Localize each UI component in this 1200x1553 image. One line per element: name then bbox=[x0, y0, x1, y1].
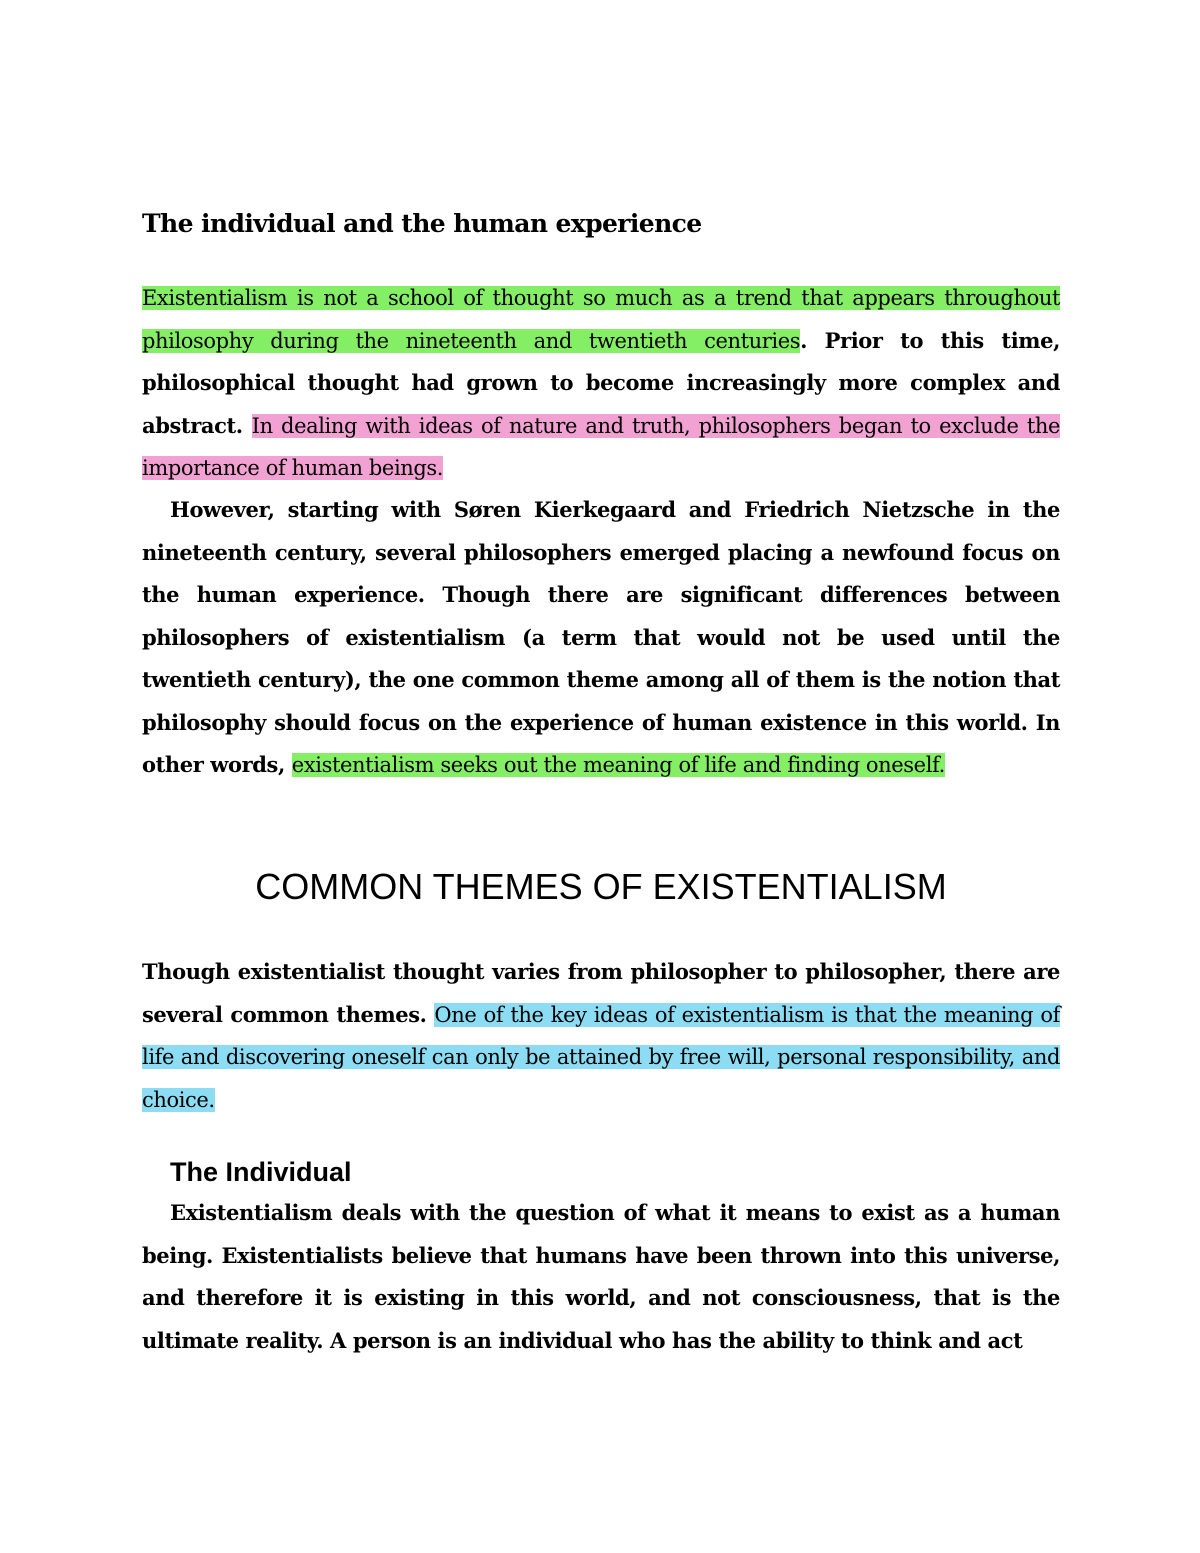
highlight-green: Existentialism is not a school of thought so much as a trend that appears throughout philosophy during the nineteenth and twentieth centuries bbox=[142, 286, 1060, 353]
subsection-title: The Individual bbox=[170, 1157, 352, 1187]
paragraph-individual: Existentialism deals with the question of what it means to exist as a human being. Existentialists believe that humans have been thrown into this universe, and therefore it is existing in this world, and not consciousness, that is the ultimate reality. A person is an individual who has the ability to think and act bbox=[142, 1200, 1060, 1353]
paragraph-text: Though existentialist thought varies from philosopher to philosopher, there are several common themes. bbox=[142, 959, 1060, 1027]
paragraph-history bbox=[142, 489, 1060, 787]
section-heading: The individual and the human experience bbox=[142, 209, 702, 238]
paragraph-intro bbox=[142, 277, 1060, 490]
highlight-pink: In dealing with ideas of nature and truth, philosophers began to exclude the importance of human beings. bbox=[142, 413, 1061, 480]
highlight-green: existentialism seeks out the meaning of life and finding oneself. bbox=[291, 753, 945, 777]
paragraph-themes bbox=[142, 951, 1060, 1121]
section-title: COMMON THEMES OF EXISTENTIALISM bbox=[255, 866, 947, 907]
paragraph-text: However, starting with Søren Kierkegaard and Friedrich Nietzsche in the nineteenth century, several philosophers emerged placing a newfound focus on the human experience. Though there are significant differences between philosophers of existentialism (a term that would not be used until the twentieth century), the one common theme among all of them is the notion that philosophy should focus on the experience of human existence in this world. In other words, bbox=[142, 497, 1060, 777]
highlight-blue: One of the key ideas of existentialism is that the meaning of life and discovering oneself can only be attained by free will, personal responsibility, and choice. bbox=[142, 1002, 1060, 1112]
paragraph-text: . Prior to this time, philosophical thought had grown to become increasingly more complex and abstract. bbox=[142, 327, 1060, 438]
